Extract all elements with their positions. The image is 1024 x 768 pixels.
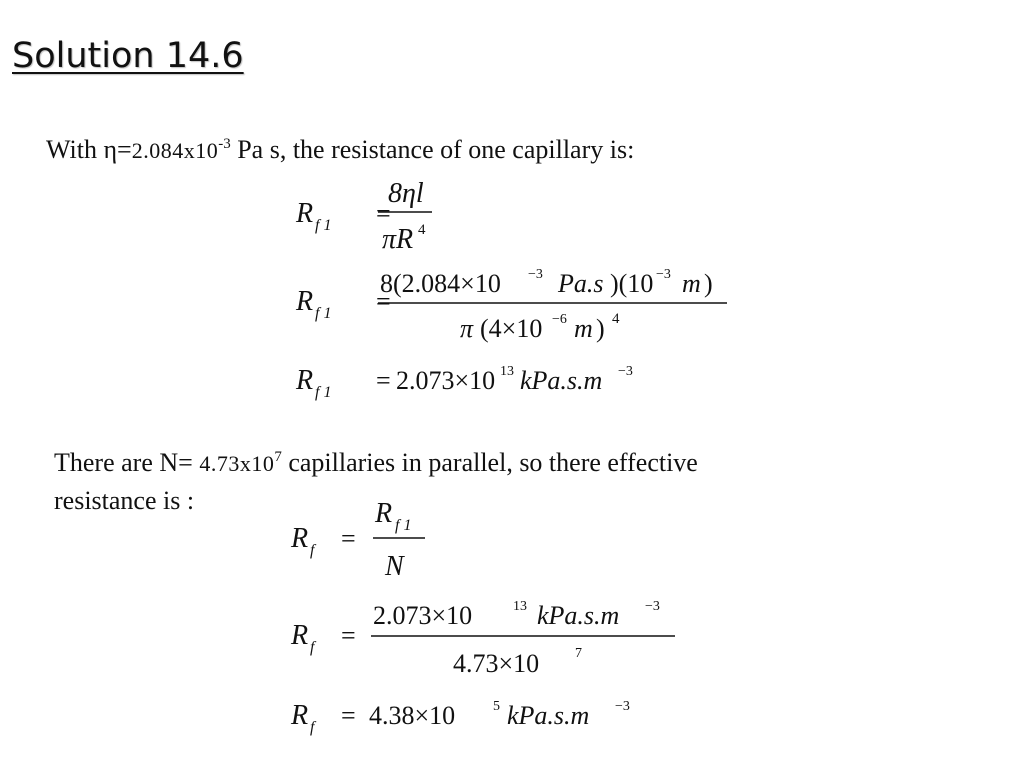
n-value: 4.73x10 [199, 451, 275, 476]
denominator-close: ) [596, 314, 605, 343]
numerator-close: ) [704, 269, 713, 298]
parallel-rest-text: capillaries in parallel, so there effective [288, 448, 698, 477]
numerator-unit: kPa.s.m [537, 601, 620, 630]
denominator-n: N [385, 551, 404, 582]
lhs-subscript: f 1 [315, 217, 332, 234]
lhs-subscript: f [310, 542, 315, 559]
parallel-paragraph-line1 [54, 444, 698, 483]
page-title: Solution 14.6 [12, 36, 244, 76]
eta-exponent: -3 [218, 136, 231, 152]
numerator-unit-m: m [682, 269, 701, 298]
denominator-exponent: 7 [575, 646, 582, 661]
denominator-unit-m: m [574, 314, 593, 343]
result-unit-exponent: −3 [615, 699, 630, 714]
equation-rf-substitution [285, 592, 685, 687]
numerator-part-c: )(10 [610, 269, 654, 298]
numerator-unit-pas: Pa.s [558, 269, 604, 298]
denominator-value: 4.73×10 [453, 649, 540, 678]
lhs-subscript: f [310, 639, 315, 656]
lhs-r: R [296, 365, 314, 396]
numerator-exp-1: −3 [528, 267, 543, 282]
denominator-pi: π [460, 314, 474, 343]
denominator-exponent: 4 [418, 222, 426, 238]
numerator-part-a: 8(2.084×10 [380, 269, 501, 298]
equals-sign: = [341, 701, 356, 730]
result-exponent: 13 [500, 364, 514, 379]
intro-paragraph [46, 131, 634, 170]
equation-rf-result [285, 690, 665, 745]
lhs-r: R [291, 700, 309, 731]
numerator-value: 2.073×10 [373, 601, 473, 630]
equals-sign: = [376, 287, 391, 316]
lhs-subscript: f 1 [315, 305, 332, 322]
numerator-exponent: 13 [513, 599, 527, 614]
result-value: 4.38×10 [369, 701, 456, 730]
denominator-exp-2: 4 [612, 311, 620, 327]
lhs-r: R [296, 286, 314, 317]
eta-value: 2.084x10 [131, 138, 219, 163]
denominator-part-b: (4×10 [480, 314, 543, 343]
eta-equals: η= [103, 135, 132, 164]
lhs-subscript: f [310, 719, 315, 736]
equals-sign: = [376, 199, 391, 228]
equation-rf-formula [285, 492, 485, 592]
equals-sign: = [376, 366, 391, 395]
result-unit: kPa.s.m [507, 701, 590, 730]
numerator: 8ηl [388, 178, 424, 209]
numerator-r: R [375, 498, 393, 529]
denominator: πR [382, 224, 414, 255]
equation-rf1-formula [290, 170, 490, 265]
equals-sign: = [341, 621, 356, 650]
numerator-exp-2: −3 [656, 267, 671, 282]
equation-rf1-substitution [290, 260, 750, 355]
equals-sign: = [341, 524, 356, 553]
parallel-paragraph-line2: resistance is : [54, 486, 195, 515]
denominator-exp-1: −6 [552, 312, 567, 327]
equation-rf1-result [290, 355, 670, 410]
lhs-r: R [291, 620, 309, 651]
parallel-start-text: There are N= [54, 448, 193, 477]
n-exponent: 7 [274, 449, 282, 465]
lhs-r: R [296, 198, 314, 229]
intro-rest-text: Pa s, the resistance of one capillary is: [237, 135, 635, 164]
lhs-r: R [291, 523, 309, 554]
lhs-subscript: f 1 [315, 384, 332, 401]
result-unit-exponent: −3 [618, 364, 633, 379]
numerator-subscript: f 1 [395, 517, 412, 534]
result-value: 2.073×10 [396, 366, 496, 395]
result-unit: kPa.s.m [520, 366, 603, 395]
numerator-unit-exponent: −3 [645, 599, 660, 614]
result-exponent: 5 [493, 699, 500, 714]
with-text: With [46, 135, 97, 164]
